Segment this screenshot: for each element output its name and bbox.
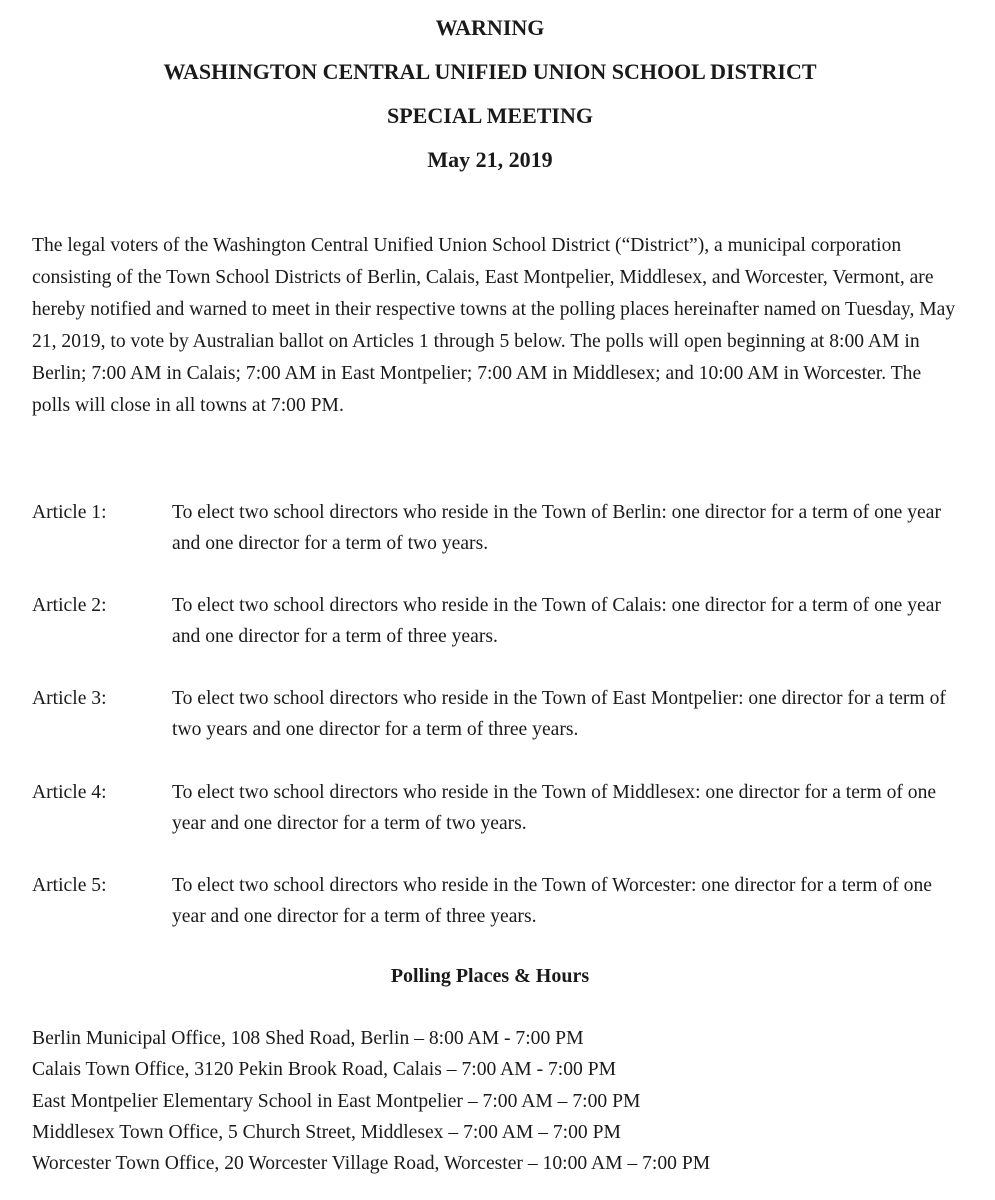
- article-text: To elect two school directors who reside in the Town of Berlin: one director for a term of one year and one director for a term of two years.: [172, 502, 941, 554]
- district-name: WASHINGTON CENTRAL UNIFIED UNION SCHOOL DISTRICT: [163, 59, 817, 84]
- article-text: To elect two school directors who reside in the Town of East Montpelier: one director for a term of two years and one director for a term of three years.: [172, 688, 946, 740]
- meeting-date: May 21, 2019: [427, 147, 553, 172]
- article-text: To elect two school directors who reside in the Town of Worcester: one director for a term of one year and one director for a term of three years.: [172, 875, 932, 927]
- article-label: Article 2:: [32, 595, 107, 616]
- polling-place-east-montpelier: East Montpelier Elementary School in East Montpelier – 7:00 AM – 7:00 PM: [32, 1090, 641, 1112]
- polling-place-worcester: Worcester Town Office, 20 Worcester Village Road, Worcester – 10:00 AM – 7:00 PM: [32, 1153, 711, 1175]
- article-label: Article 3:: [32, 688, 107, 709]
- intro-paragraph: The legal voters of the Washington Central Unified Union School District (“District”), a municipal corporation consisting of the Town School Districts of Berlin, Calais, East Montpelier, Middlesex, and Worcester, Vermont, are hereby notified and warned to meet in their respective towns at the polling places hereinafter named on Tuesday, May 21, 2019, to vote by Australian ballot on Articles 1 through 5 below. The polls will open beginning at 8:00 AM in Berlin; 7:00 AM in Calais; 7:00 AM in East Montpelier; 7:00 AM in Middlesex; and 10:00 AM in Worcester. The polls will close in all towns at 7:00 PM.: [32, 235, 956, 416]
- polling-place-calais: Calais Town Office, 3120 Pekin Brook Road, Calais – 7:00 AM - 7:00 PM: [32, 1059, 617, 1081]
- article-text: To elect two school directors who reside in the Town of Middlesex: one director for a term of one year and one director for a term of two years.: [172, 782, 937, 834]
- polling-places-heading: Polling Places & Hours: [390, 965, 590, 987]
- article-label: Article 4:: [32, 782, 107, 803]
- polling-place-middlesex: Middlesex Town Office, 5 Church Street, Middlesex – 7:00 AM – 7:00 PM: [32, 1121, 621, 1143]
- polling-places-list: [32, 1023, 972, 1179]
- article-label: Article 1:: [32, 502, 107, 523]
- document-title-warning: WARNING: [435, 15, 545, 40]
- article-label: Article 5:: [32, 875, 107, 896]
- polling-place-berlin: Berlin Municipal Office, 108 Shed Road, Berlin – 8:00 AM - 7:00 PM: [32, 1028, 584, 1049]
- article-text: To elect two school directors who reside in the Town of Calais: one director for a term of one year and one director for a term of three years.: [172, 595, 941, 647]
- meeting-type: SPECIAL MEETING: [387, 103, 593, 128]
